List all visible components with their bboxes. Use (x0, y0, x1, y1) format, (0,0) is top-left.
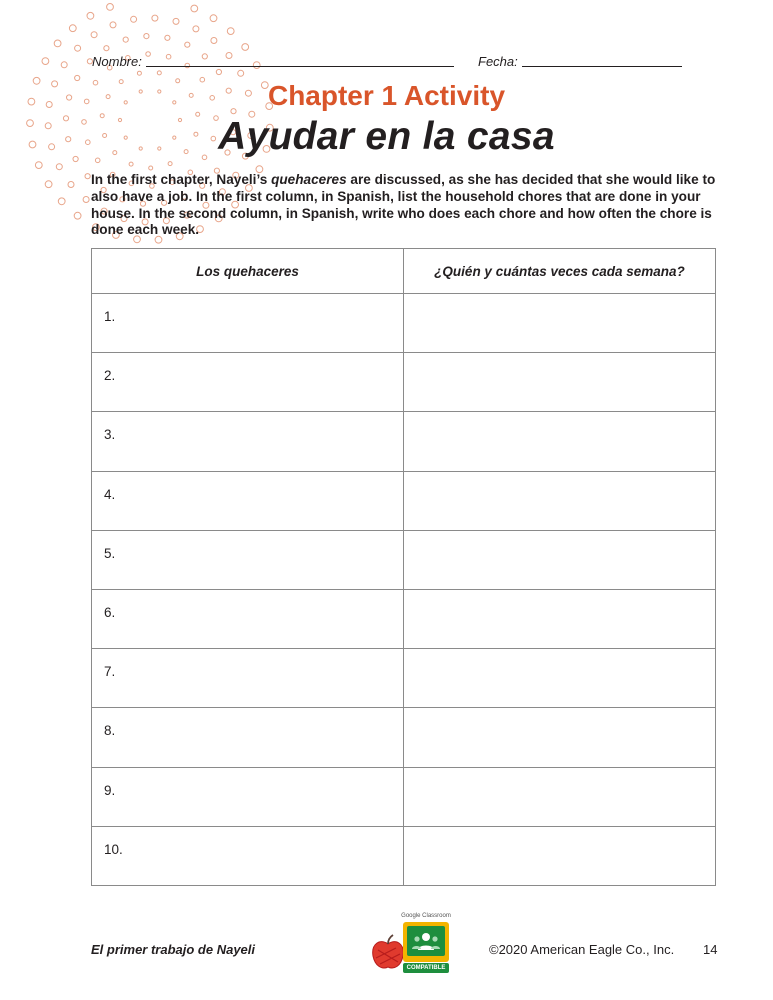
name-label: Nombre: (92, 54, 142, 69)
decorative-dot (58, 198, 65, 205)
decorative-dot (137, 71, 141, 75)
classroom-board-icon (403, 922, 449, 962)
table-row (92, 412, 716, 471)
people-icon (407, 926, 445, 956)
decorative-dot (83, 197, 89, 203)
decorative-dot (238, 70, 244, 76)
table-row (92, 530, 716, 589)
chore-cell[interactable]: 10. (92, 826, 404, 885)
decorative-dot (75, 45, 81, 51)
table-row (92, 649, 716, 708)
decorative-dot (210, 15, 217, 22)
table-row (92, 708, 716, 767)
decorative-dot (87, 12, 94, 19)
table-row (92, 826, 716, 885)
chores-table (91, 248, 716, 886)
frequency-cell[interactable] (404, 412, 716, 471)
decorative-dot (185, 42, 190, 47)
instructions-text-1: In the first chapter, Nayeli’s (91, 172, 272, 187)
table-header-row (92, 249, 716, 294)
badge-bottom-label: COMPATIBLE (403, 963, 449, 973)
decorative-dot (173, 18, 179, 24)
decorative-dot (211, 38, 217, 44)
decorative-dot (193, 26, 199, 32)
frequency-cell[interactable] (404, 471, 716, 530)
frequency-cell[interactable] (404, 826, 716, 885)
decorative-dot (226, 53, 232, 59)
google-classroom-badge (400, 913, 452, 975)
chore-cell[interactable]: 2. (92, 353, 404, 412)
decorative-dot (165, 35, 170, 40)
copyright-notice: ©2020 American Eagle Co., Inc. (489, 942, 675, 957)
frequency-cell[interactable] (404, 294, 716, 353)
instructions-paragraph (91, 172, 721, 239)
decorative-dot (61, 62, 67, 68)
date-field-line[interactable] (522, 66, 682, 67)
frequency-cell[interactable] (404, 767, 716, 826)
decorative-dot (68, 182, 74, 188)
chore-cell[interactable]: 9. (92, 767, 404, 826)
frequency-cell[interactable] (404, 708, 716, 767)
chore-cell[interactable]: 8. (92, 708, 404, 767)
table-row (92, 471, 716, 530)
decorative-dot (74, 212, 81, 219)
decorative-dot (131, 16, 137, 22)
decorative-dot (146, 52, 151, 57)
decorative-dot (149, 166, 153, 170)
chore-cell[interactable]: 3. (92, 412, 404, 471)
instructions-emphasis: quehaceres (271, 172, 347, 187)
book-title: El primer trabajo de Nayeli (91, 942, 256, 957)
decorative-dot (144, 34, 149, 39)
decorative-dot (110, 22, 116, 28)
decorative-dot (107, 4, 114, 11)
decorative-dot (191, 5, 198, 12)
column-header-chores: Los quehaceres (92, 249, 404, 294)
chore-cell[interactable]: 7. (92, 649, 404, 708)
decorative-dot (157, 71, 161, 75)
frequency-cell[interactable] (404, 530, 716, 589)
decorative-dot (42, 58, 49, 65)
frequency-cell[interactable] (404, 589, 716, 648)
chapter-title: Chapter 1 Activity (267, 80, 506, 111)
chore-cell[interactable]: 4. (92, 471, 404, 530)
column-header-who-how-often: ¿Quién y cuántas veces cada semana? (404, 249, 716, 294)
decorative-dot (242, 44, 249, 51)
decorative-dot (104, 46, 109, 51)
decorative-dot (91, 32, 97, 38)
page-number: 14 (703, 942, 718, 957)
decorative-dot (123, 37, 128, 42)
decorative-dot (129, 162, 133, 166)
activity-title: Ayudar en la casa (218, 115, 555, 158)
name-field-line[interactable] (146, 66, 454, 67)
table-row (92, 589, 716, 648)
decorative-dot (227, 28, 234, 35)
decorative-dot (168, 162, 172, 166)
decorative-dot (216, 69, 221, 74)
chore-cell[interactable]: 5. (92, 530, 404, 589)
decorative-dot (35, 162, 42, 169)
frequency-cell[interactable] (404, 353, 716, 412)
chore-cell[interactable]: 6. (92, 589, 404, 648)
table-row (92, 294, 716, 353)
decorative-dot (166, 54, 171, 59)
badge-top-label: Google Classroom (401, 913, 451, 919)
chore-cell[interactable]: 1. (92, 294, 404, 353)
decorative-dot (56, 164, 62, 170)
decorative-dot (45, 181, 52, 188)
frequency-cell[interactable] (404, 649, 716, 708)
decorative-dot (152, 15, 158, 21)
decorative-dot (202, 54, 207, 59)
table-row (92, 767, 716, 826)
date-label: Fecha: (478, 54, 518, 69)
decorative-dot (69, 25, 76, 32)
instructions-text-2: are discussed, as she has decided that she would like to also have a job. In the first column, in Spanish, list the household chores that are done in your house. In the second column, in Spanish, write who does each chore and how often the chore is done each week. (91, 172, 716, 238)
decorative-dot (54, 40, 61, 47)
table-row (92, 353, 716, 412)
decorative-dot (85, 174, 90, 179)
